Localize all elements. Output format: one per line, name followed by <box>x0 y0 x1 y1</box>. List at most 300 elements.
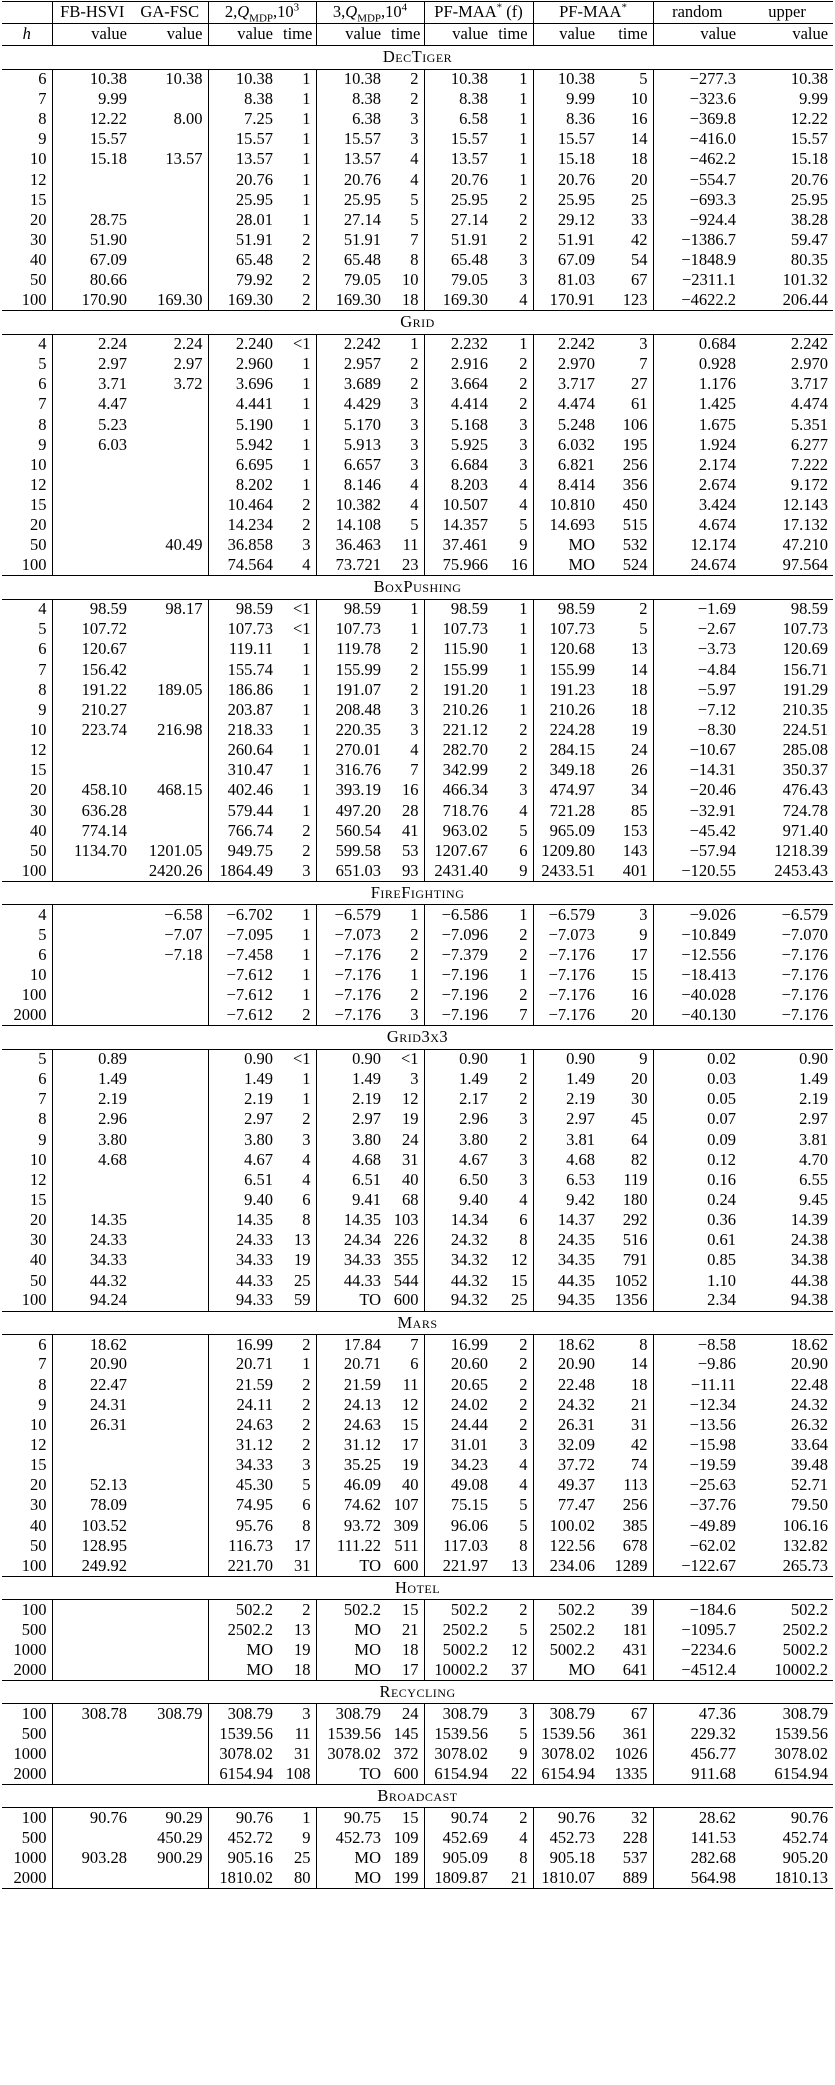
value-cell: 47.210 <box>782 535 829 555</box>
value-cell: 3.696 <box>208 374 278 394</box>
value-cell: MO <box>316 1660 386 1680</box>
value-cell: −7.612 <box>208 965 278 985</box>
value-cell: 6 <box>302 1189 311 1209</box>
value-cell: 309 <box>393 1515 419 1535</box>
value-cell: 53 <box>402 840 419 860</box>
value-cell: 39 <box>631 1599 648 1619</box>
value-cell: 5 <box>302 1475 311 1495</box>
horizon-cell: 10 <box>2 965 52 985</box>
value-cell: 2.970 <box>790 354 829 374</box>
value-cell: −40.130 <box>653 1006 741 1026</box>
value-cell: 4.474 <box>790 394 829 414</box>
table-row <box>2 985 833 1005</box>
value-cell: 1209.80 <box>533 841 600 861</box>
horizon-cell: 100 <box>2 1704 52 1724</box>
value-cell: 0.36 <box>653 1210 741 1230</box>
value-cell: 905.18 <box>533 1848 600 1868</box>
value-cell: −554.7 <box>653 170 741 190</box>
section-title: DecTiger <box>2 46 833 70</box>
value-cell: 6.53 <box>533 1170 600 1190</box>
value-cell <box>132 395 208 415</box>
value-cell: 2 <box>519 1414 528 1434</box>
table-row <box>2 150 833 170</box>
value-cell: 6154.94 <box>424 1764 493 1784</box>
value-cell: 3 <box>410 414 419 434</box>
horizon-cell: 40 <box>2 1516 52 1536</box>
value-cell: 2 <box>519 924 528 944</box>
value-cell: 61 <box>631 394 648 414</box>
value-cell <box>132 1536 208 1556</box>
value-cell: 2 <box>519 209 528 229</box>
value-cell: 25.95 <box>790 189 829 209</box>
value-cell: 80.66 <box>52 270 132 290</box>
value-cell: 2 <box>519 1394 528 1414</box>
value-cell: 100.02 <box>533 1516 600 1536</box>
value-cell: 1 <box>302 149 311 169</box>
section-header-row <box>2 1576 833 1600</box>
value-cell: 28.75 <box>52 210 132 230</box>
table-row <box>2 515 833 535</box>
value-cell: 6154.94 <box>533 1764 600 1784</box>
value-cell: 1.10 <box>653 1271 741 1291</box>
value-cell: 18 <box>631 149 648 169</box>
value-cell: −7.379 <box>424 945 493 965</box>
horizon-cell: 5 <box>2 1049 52 1069</box>
value-cell: 210.26 <box>424 700 493 720</box>
value-cell: 18 <box>631 699 648 719</box>
value-cell: 18 <box>402 290 419 310</box>
value-cell: 3 <box>410 129 419 149</box>
value-cell: −7.196 <box>424 985 493 1005</box>
value-cell <box>132 1089 208 1109</box>
value-cell: 81.03 <box>533 270 600 290</box>
value-cell: −7.176 <box>316 1006 386 1026</box>
horizon-cell: 20 <box>2 1476 52 1496</box>
value-cell: 2 <box>519 354 528 374</box>
value-cell: 12.22 <box>52 109 132 129</box>
value-cell <box>52 740 132 760</box>
value-cell: 316.76 <box>316 761 386 781</box>
value-cell: 5 <box>639 69 648 89</box>
value-cell: −49.89 <box>653 1516 741 1536</box>
value-cell: 75.966 <box>424 556 493 576</box>
value-cell: 6.38 <box>316 109 386 129</box>
value-cell <box>132 1868 208 1888</box>
value-cell: 229.32 <box>653 1724 741 1744</box>
table-row <box>2 1724 833 1744</box>
value-cell: 26.32 <box>790 1414 829 1434</box>
value-cell: 111.22 <box>316 1536 386 1556</box>
value-cell: 90.75 <box>316 1808 386 1828</box>
value-cell: 3 <box>639 904 648 924</box>
value-cell: 4 <box>519 1475 528 1495</box>
value-cell <box>52 170 132 190</box>
value-cell: 1 <box>519 149 528 169</box>
value-cell <box>52 905 132 925</box>
value-cell <box>132 415 208 435</box>
value-cell: 20.76 <box>424 170 493 190</box>
value-cell: 4 <box>410 169 419 189</box>
value-cell: 2 <box>302 1394 311 1414</box>
table-row <box>2 1130 833 1150</box>
value-cell <box>132 1110 208 1130</box>
horizon-cell: 8 <box>2 415 52 435</box>
value-cell: 16 <box>511 555 528 575</box>
table-row <box>2 109 833 129</box>
value-cell: 3.71 <box>52 374 132 394</box>
value-cell: −9.026 <box>653 905 741 925</box>
value-cell: −7.176 <box>781 1005 829 1025</box>
value-cell: 2.916 <box>424 354 493 374</box>
value-cell: 228 <box>622 1827 648 1847</box>
value-cell: 90.76 <box>208 1808 278 1828</box>
value-cell: 791 <box>622 1250 648 1270</box>
value-cell: 4 <box>519 495 528 515</box>
value-cell: −8.58 <box>653 1335 741 1355</box>
value-cell: −6.58 <box>164 904 203 924</box>
value-cell: 1 <box>519 619 528 639</box>
value-cell: 15.18 <box>52 150 132 170</box>
value-cell: 724.78 <box>782 800 829 820</box>
value-cell: 3 <box>410 1069 419 1089</box>
value-cell: 1539.56 <box>424 1724 493 1744</box>
value-cell: 6 <box>519 840 528 860</box>
header-subcolumn-value: value <box>653 24 741 46</box>
value-cell: 1 <box>302 374 311 394</box>
value-cell: 13 <box>294 1230 311 1250</box>
value-cell: 78.09 <box>52 1496 132 1516</box>
value-cell: 2 <box>302 1414 311 1434</box>
value-cell: 18 <box>402 1639 419 1659</box>
value-cell: 36.858 <box>208 536 278 556</box>
value-cell: 1026 <box>614 1743 648 1763</box>
value-cell: 6 <box>302 1495 311 1515</box>
value-cell: 80 <box>278 1868 316 1888</box>
value-cell: 3 <box>410 720 419 740</box>
value-cell: 96.06 <box>424 1516 493 1536</box>
header-subcolumn-value: value <box>208 24 278 46</box>
value-cell: 65.48 <box>208 250 278 270</box>
value-cell: 85 <box>631 800 648 820</box>
value-cell: 45.30 <box>208 1476 278 1496</box>
value-cell: 10 <box>402 270 419 290</box>
value-cell: 4.441 <box>208 395 278 415</box>
table-row <box>2 1764 833 1784</box>
value-cell: 203.87 <box>208 700 278 720</box>
table-row <box>2 1271 833 1291</box>
value-cell: 4.674 <box>653 515 741 535</box>
value-cell: 1 <box>519 965 528 985</box>
value-cell <box>132 1335 208 1355</box>
value-cell: 122.56 <box>533 1536 600 1556</box>
value-cell: 40 <box>402 1475 419 1495</box>
value-cell: 79.05 <box>424 270 493 290</box>
value-cell <box>132 1130 208 1150</box>
value-cell: 199 <box>386 1868 424 1888</box>
value-cell: 79.50 <box>790 1495 829 1515</box>
value-cell: 905.16 <box>208 1848 278 1868</box>
value-cell: 16 <box>402 780 419 800</box>
value-cell: −7.196 <box>424 1006 493 1026</box>
table-row <box>2 801 833 821</box>
table-row <box>2 1556 833 1576</box>
table-row <box>2 905 833 925</box>
value-cell: 155.74 <box>208 660 278 680</box>
value-cell: 452.73 <box>533 1828 600 1848</box>
value-cell: 31 <box>631 1414 648 1434</box>
horizon-cell: 7 <box>2 1089 52 1109</box>
value-cell: 476.43 <box>782 780 829 800</box>
value-cell: 20.76 <box>208 170 278 190</box>
value-cell: 10 <box>631 88 648 108</box>
value-cell: 170.91 <box>533 291 600 311</box>
value-cell: 308.79 <box>208 1704 278 1724</box>
value-cell: 3.81 <box>799 1129 829 1149</box>
value-cell: 34.33 <box>316 1251 386 1271</box>
table-row <box>2 190 833 210</box>
value-cell: 21 <box>631 1394 648 1414</box>
value-cell: −7.612 <box>208 985 278 1005</box>
value-cell: 1 <box>302 904 311 924</box>
header-subcolumn-value: value <box>316 24 386 46</box>
table-row <box>2 1049 833 1069</box>
value-cell: 98.59 <box>52 599 132 619</box>
value-cell: 889 <box>600 1868 653 1888</box>
value-cell: 4 <box>519 474 528 494</box>
value-cell: 14.35 <box>208 1210 278 1230</box>
value-cell: 2 <box>519 720 528 740</box>
value-cell: −7.095 <box>208 925 278 945</box>
value-cell: 2 <box>410 354 419 374</box>
header-method-0 <box>2 2 52 24</box>
value-cell: −37.76 <box>653 1496 741 1516</box>
value-cell: 67.09 <box>52 250 132 270</box>
value-cell: 12.22 <box>790 109 829 129</box>
value-cell: 45 <box>631 1109 648 1129</box>
table-row <box>2 495 833 515</box>
value-cell: 949.75 <box>208 841 278 861</box>
value-cell: 3 <box>519 780 528 800</box>
value-cell: 5 <box>639 619 648 639</box>
value-cell <box>132 1355 208 1375</box>
table-row <box>2 925 833 945</box>
value-cell: 107.72 <box>52 620 132 640</box>
value-cell: 13.57 <box>208 150 278 170</box>
value-cell: 9 <box>302 1827 311 1847</box>
value-cell: 97.564 <box>782 555 829 575</box>
value-cell: 23 <box>402 555 419 575</box>
value-cell: −25.63 <box>653 1476 741 1496</box>
value-cell: 2 <box>410 69 419 89</box>
value-cell: 5002.2 <box>782 1639 829 1659</box>
value-cell: 18.62 <box>52 1335 132 1355</box>
value-cell: 128.95 <box>52 1536 132 1556</box>
value-cell <box>52 861 132 881</box>
table-row <box>2 1808 833 1828</box>
value-cell: 2 <box>302 1374 311 1394</box>
value-cell: 19 <box>294 1639 311 1659</box>
value-cell: 107.73 <box>782 619 829 639</box>
value-cell: 31.12 <box>316 1435 386 1455</box>
header-h-label: h <box>2 24 52 46</box>
value-cell: 206.44 <box>782 290 829 310</box>
value-cell: 7.25 <box>208 109 278 129</box>
value-cell: 18 <box>631 1374 648 1394</box>
value-cell: 67.09 <box>533 250 600 270</box>
value-cell: 143 <box>622 840 648 860</box>
table-row <box>2 1415 833 1435</box>
value-cell: 3 <box>410 1005 419 1025</box>
value-cell: 5.168 <box>424 415 493 435</box>
value-cell: MO <box>316 1868 386 1888</box>
value-cell: 13 <box>631 639 648 659</box>
value-cell: −369.8 <box>653 109 741 129</box>
value-cell: 9 <box>639 1049 648 1069</box>
value-cell: 5 <box>410 515 419 535</box>
value-cell: 20.65 <box>424 1375 493 1395</box>
value-cell: 25 <box>294 1270 311 1290</box>
value-cell <box>52 455 132 475</box>
value-cell: 21.59 <box>316 1375 386 1395</box>
table-row <box>2 1868 833 1888</box>
value-cell: 452.69 <box>424 1828 493 1848</box>
value-cell: 2453.43 <box>774 860 829 880</box>
value-cell: 458.10 <box>52 781 132 801</box>
value-cell: 12.174 <box>653 536 741 556</box>
value-cell: 10.38 <box>424 69 493 89</box>
table-row <box>2 1251 833 1271</box>
value-cell: 516 <box>622 1230 648 1250</box>
value-cell: 3 <box>519 454 528 474</box>
value-cell: 2 <box>302 1599 311 1619</box>
value-cell: 28.01 <box>208 210 278 230</box>
value-cell <box>132 1069 208 1089</box>
value-cell: 25 <box>294 1847 311 1867</box>
value-cell <box>52 965 132 985</box>
value-cell: −12.556 <box>653 945 741 965</box>
table-row <box>2 1006 833 1026</box>
value-cell: 310.47 <box>208 761 278 781</box>
value-cell: 651.03 <box>316 861 386 881</box>
value-cell: 0.90 <box>208 1049 278 1069</box>
value-cell: 119.78 <box>316 640 386 660</box>
value-cell: 2 <box>410 659 419 679</box>
value-cell: 216.98 <box>157 720 203 740</box>
value-cell: 49.08 <box>424 1476 493 1496</box>
value-cell: 6.51 <box>208 1170 278 1190</box>
horizon-cell: 4 <box>2 334 52 354</box>
value-cell: 3 <box>410 109 419 129</box>
horizon-cell: 15 <box>2 1455 52 1475</box>
value-cell: 5002.2 <box>424 1640 493 1660</box>
value-cell: 13.57 <box>316 150 386 170</box>
value-cell: <1 <box>292 599 311 619</box>
value-cell: 0.02 <box>653 1049 741 1069</box>
value-cell: 3 <box>519 1109 528 1129</box>
value-cell <box>52 945 132 965</box>
value-cell: 3.80 <box>208 1130 278 1150</box>
value-cell <box>132 515 208 535</box>
value-cell: 75.15 <box>424 1496 493 1516</box>
section-title: Grid3x3 <box>2 1026 833 1050</box>
value-cell: 5 <box>519 515 528 535</box>
value-cell: 54 <box>631 250 648 270</box>
horizon-cell: 5 <box>2 354 52 374</box>
table-row <box>2 415 833 435</box>
value-cell: 1 <box>519 1049 528 1069</box>
value-cell: 8 <box>302 1515 311 1535</box>
value-cell: 721.28 <box>533 801 600 821</box>
value-cell: MO <box>533 1660 600 1680</box>
value-cell: 5.170 <box>316 415 386 435</box>
value-cell: 5.925 <box>424 435 493 455</box>
value-cell: 24.63 <box>316 1415 386 1435</box>
value-cell: 0.90 <box>799 1049 829 1069</box>
value-cell: 2.97 <box>799 1109 829 1129</box>
value-cell <box>132 1375 208 1395</box>
table-row <box>2 291 833 311</box>
value-cell: 2433.51 <box>533 861 600 881</box>
value-cell: 5 <box>410 209 419 229</box>
value-cell: 31.12 <box>208 1435 278 1455</box>
value-cell <box>132 1291 208 1311</box>
value-cell: 90.76 <box>533 1808 600 1828</box>
value-cell: −1386.7 <box>653 230 741 250</box>
value-cell: 24.674 <box>653 556 741 576</box>
value-cell: 0.90 <box>533 1049 600 1069</box>
value-cell: 2431.40 <box>424 861 493 881</box>
value-cell: 4.429 <box>316 395 386 415</box>
value-cell: 6.277 <box>790 434 829 454</box>
value-cell: 5.913 <box>316 435 386 455</box>
value-cell: 221.97 <box>424 1556 493 1576</box>
value-cell: 284.15 <box>533 740 600 760</box>
value-cell: 1 <box>302 985 311 1005</box>
value-cell <box>132 230 208 250</box>
value-cell: 19 <box>402 1455 419 1475</box>
value-cell: 6.657 <box>316 455 386 475</box>
value-cell: 10.38 <box>52 69 132 89</box>
value-cell: −4.84 <box>653 660 741 680</box>
value-cell: 402.46 <box>208 781 278 801</box>
value-cell: 34.33 <box>52 1251 132 1271</box>
horizon-cell: 10 <box>2 720 52 740</box>
value-cell <box>132 640 208 660</box>
horizon-cell: 7 <box>2 660 52 680</box>
value-cell: 1335 <box>614 1763 648 1783</box>
horizon-cell: 2000 <box>2 1764 52 1784</box>
value-cell: 1 <box>302 944 311 964</box>
value-cell: 28.62 <box>653 1808 741 1828</box>
table-row <box>2 374 833 394</box>
value-cell <box>52 1744 132 1764</box>
value-cell: 3 <box>410 394 419 414</box>
value-cell: 65.48 <box>424 250 493 270</box>
value-cell: −7.073 <box>533 925 600 945</box>
value-cell: 116.73 <box>208 1536 278 1556</box>
value-cell: 4 <box>519 800 528 820</box>
value-cell: 9.99 <box>799 88 829 108</box>
horizon-cell: 2000 <box>2 1006 52 1026</box>
value-cell: 132.82 <box>782 1535 829 1555</box>
value-cell: −18.413 <box>653 965 741 985</box>
value-cell: 24.33 <box>52 1230 132 1250</box>
value-cell <box>52 1660 132 1680</box>
value-cell <box>132 1170 208 1190</box>
table-row <box>2 556 833 576</box>
value-cell: 13 <box>511 1555 528 1575</box>
value-cell <box>52 1828 132 1848</box>
